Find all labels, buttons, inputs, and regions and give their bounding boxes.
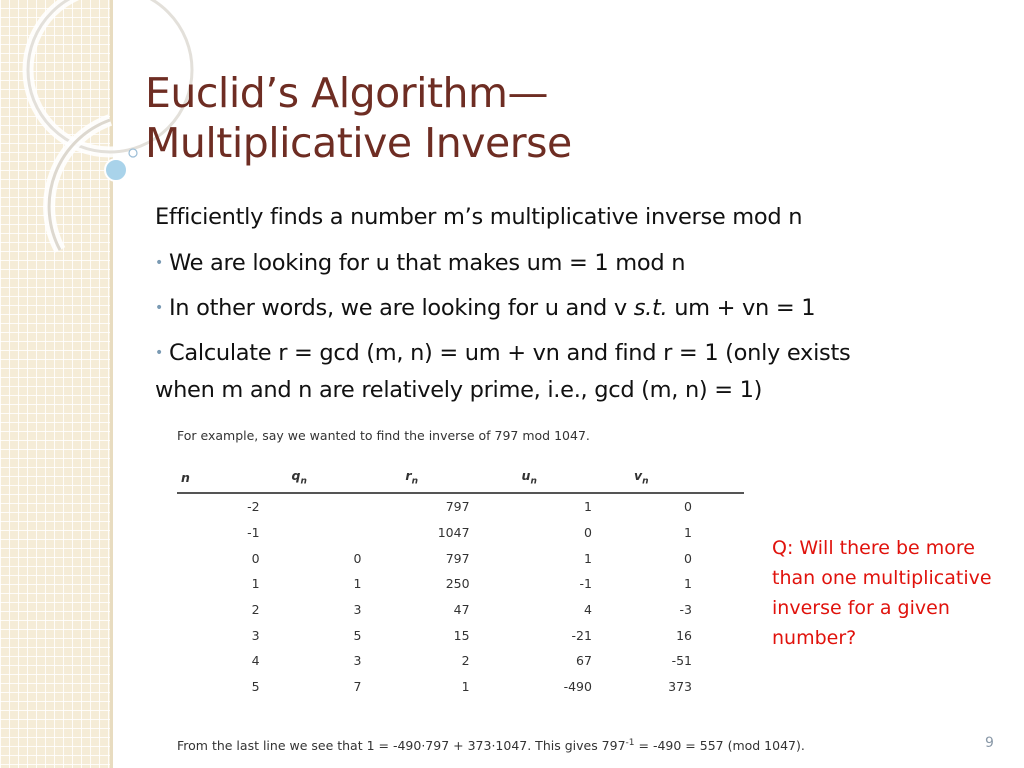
table-cell-r: 797 (445, 499, 470, 515)
bullet-dot-icon: • (155, 345, 163, 361)
table-cell-u: 0 (584, 525, 592, 541)
bullet-text-1: We are looking for u that makes um = 1 mod n (168, 250, 686, 276)
slide-body (155, 202, 975, 405)
bullet-3-line-1 (155, 338, 975, 368)
table-cell-u: 67 (576, 653, 592, 669)
header-r: $r_n$ (401, 464, 517, 493)
table-cell-v: 16 (676, 627, 692, 643)
lead-text: Efficiently finds a number m’s multiplicative inverse mod n (155, 204, 803, 230)
table-cell-n: 3 (251, 627, 260, 643)
table-cell-r: 47 (453, 602, 470, 618)
table-cell-r: 1 (461, 679, 470, 695)
table-row (177, 571, 744, 597)
question-callout: Q: Will there be more than one multiplicative inverse for a given number? (772, 537, 992, 649)
header-u: $u_n$ (518, 464, 630, 493)
bullet-text-2-pre: In other words, we are looking for u and v (168, 295, 634, 321)
table-cell-n: 4 (251, 653, 260, 669)
table-cell-v: -3 (679, 602, 692, 618)
bullet-item-3 (155, 338, 975, 405)
table-cell-r: 1047 (437, 525, 470, 541)
header-q: $q_n$ (288, 464, 402, 493)
table-cell-r: 250 (445, 576, 470, 592)
table-cell-q: 0 (353, 550, 362, 566)
table-cell-q: 1 (353, 576, 362, 592)
table-row (177, 493, 744, 520)
table-cell-q: 3 (353, 653, 362, 669)
conclusion-note: From the last line we see that 1 = -490·797 + 373·1047. This gives $797^{-1} = -490 = 557$ (mod 1047). (177, 738, 805, 754)
large-accent-circle (105, 159, 127, 181)
table-cell-v: 0 (684, 550, 692, 566)
slide-title (145, 68, 572, 168)
table-cell-q: 3 (353, 602, 362, 618)
table-cell-v: 0 (684, 499, 692, 515)
bullet-item-2 (155, 293, 975, 323)
table-cell-u: 4 (584, 602, 592, 618)
euclid-table (177, 464, 744, 700)
bullet-text-3b: when m and n are relatively prime, i.e., gcd (m, n) = 1) (155, 377, 763, 403)
table-cell-q: 7 (353, 679, 362, 695)
table-cell-v: 373 (668, 679, 692, 695)
table-cell-r: 2 (461, 653, 470, 669)
header-n: n (177, 464, 288, 493)
bullet-text-2-post: um + vn = 1 (667, 295, 816, 321)
table-cell-q: 5 (353, 627, 362, 643)
table-cell-v: -51 (671, 653, 692, 669)
table-cell-v: 1 (684, 525, 692, 541)
bullet-item-1 (155, 248, 975, 278)
table-cell-n: 1 (251, 576, 260, 592)
table-row (177, 545, 744, 571)
table-cell-n: 5 (251, 679, 260, 695)
table-cell-n: -1 (247, 525, 260, 541)
bullet-dot-icon: • (155, 255, 163, 271)
table-header-row (177, 464, 744, 493)
table-cell-r: 797 (445, 550, 470, 566)
bullet-text-2-italic: s.t. (633, 295, 668, 321)
table-cell-u: -1 (579, 576, 592, 592)
table-cell-r: 15 (453, 627, 470, 643)
table-cell-n: 0 (251, 550, 260, 566)
title-line-1: Euclid’s Algorithm— (145, 69, 548, 117)
table-cell-q (288, 520, 402, 546)
example-note: For example, say we wanted to find the inverse of 797 mod 1047. (177, 428, 590, 443)
table-row (177, 674, 744, 700)
table-cell-n: -2 (247, 499, 260, 515)
table-cell-u: 1 (584, 550, 592, 566)
table-row (177, 648, 744, 674)
small-accent-circle (129, 149, 137, 157)
table-cell-u: 1 (584, 499, 592, 515)
table-cell-u: -490 (563, 679, 592, 695)
page-number: 9 (985, 735, 994, 751)
title-line-2: Multiplicative Inverse (145, 119, 572, 167)
table-row (177, 520, 744, 546)
table-cell-n: 2 (251, 602, 260, 618)
table-row (177, 597, 744, 623)
table-row (177, 622, 744, 648)
table-cell-q (288, 493, 402, 520)
bullet-dot-icon: • (155, 300, 163, 316)
bullet-text-3a: Calculate r = gcd (m, n) = um + vn and find r = 1 (only exists (168, 340, 851, 366)
table-cell-u: -21 (571, 627, 592, 643)
header-v: $v_n$ (630, 464, 744, 493)
table-cell-v: 1 (684, 576, 692, 592)
